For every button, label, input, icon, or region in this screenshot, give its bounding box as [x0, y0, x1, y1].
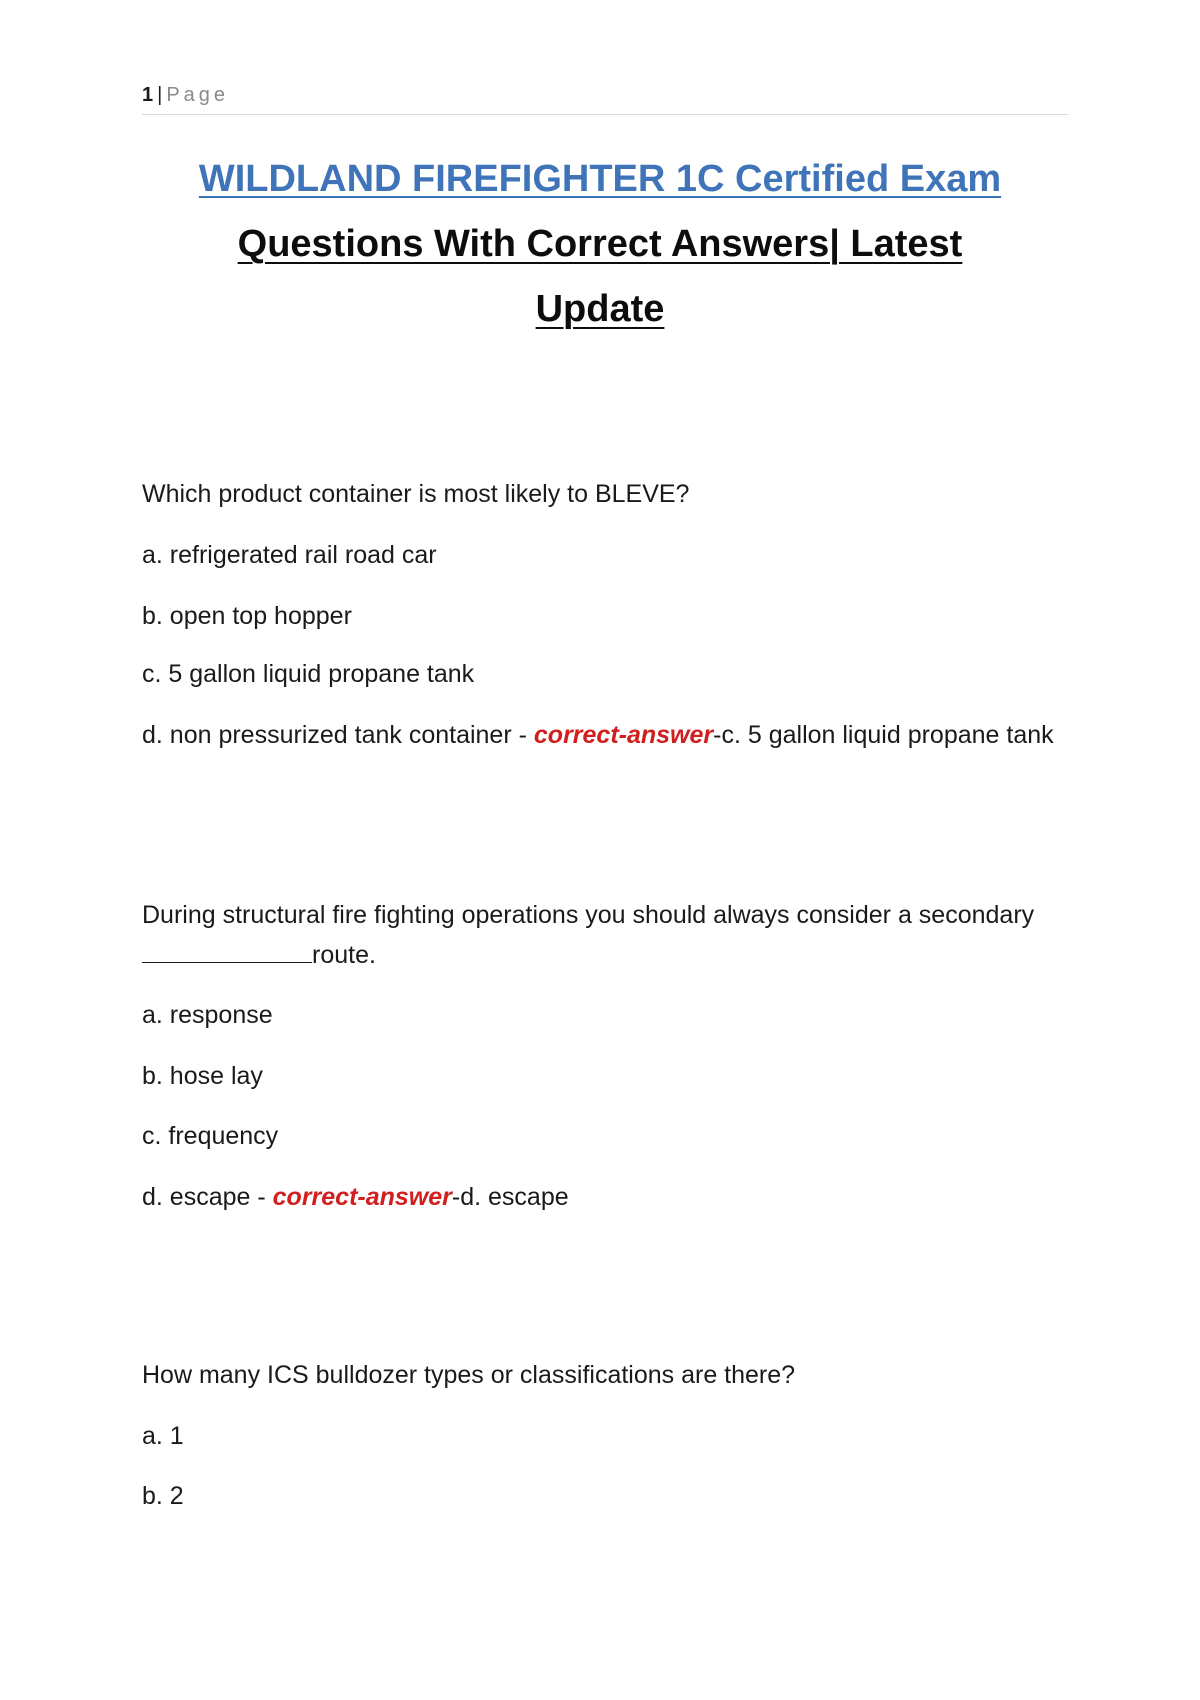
question-text: During structural fire fighting operations you should always consider a secondary [142, 901, 1035, 929]
answer-text: -c. 5 gallon liquid propane tank [713, 721, 1054, 749]
option-a: a. response [142, 1001, 273, 1029]
title-line-1 [0, 158, 1200, 201]
correct-answer-marker: correct-answer [533, 721, 714, 749]
answer-text: -d. escape [451, 1183, 569, 1211]
option-d-with-answer [142, 721, 1054, 750]
option-c: c. frequency [142, 1122, 279, 1150]
question-continuation: route. [312, 941, 376, 969]
title-text-3: Update [535, 288, 665, 330]
question-text: How many ICS bulldozer types or classifications are there? [142, 1361, 796, 1389]
correct-answer-marker: correct-answer [272, 1183, 452, 1211]
option-d: d. non pressurized tank container - [142, 721, 534, 749]
option-b: b. open top hopper [142, 602, 352, 630]
question-text: Which product container is most likely to BLEVE? [142, 480, 690, 508]
fill-in-blank [142, 940, 312, 963]
page-number: 1 [142, 84, 154, 106]
option-b: b. 2 [142, 1482, 184, 1510]
option-d-with-answer [142, 1183, 569, 1212]
question-text-continued [142, 940, 376, 970]
title-text-2: Questions With Correct Answers| Latest [237, 223, 963, 265]
page-separator: | [157, 84, 163, 106]
title-text-1: WILDLAND FIREFIGHTER 1C Certified Exam [198, 158, 1002, 200]
title-line-2 [0, 223, 1200, 266]
page-label: Page [166, 84, 230, 106]
option-a: a. 1 [142, 1422, 184, 1450]
option-d: d. escape - [142, 1183, 273, 1211]
title-line-3 [0, 288, 1200, 331]
page-header [142, 84, 1068, 115]
option-a: a. refrigerated rail road car [142, 541, 437, 569]
option-c: c. 5 gallon liquid propane tank [142, 660, 475, 688]
option-b: b. hose lay [142, 1062, 263, 1090]
